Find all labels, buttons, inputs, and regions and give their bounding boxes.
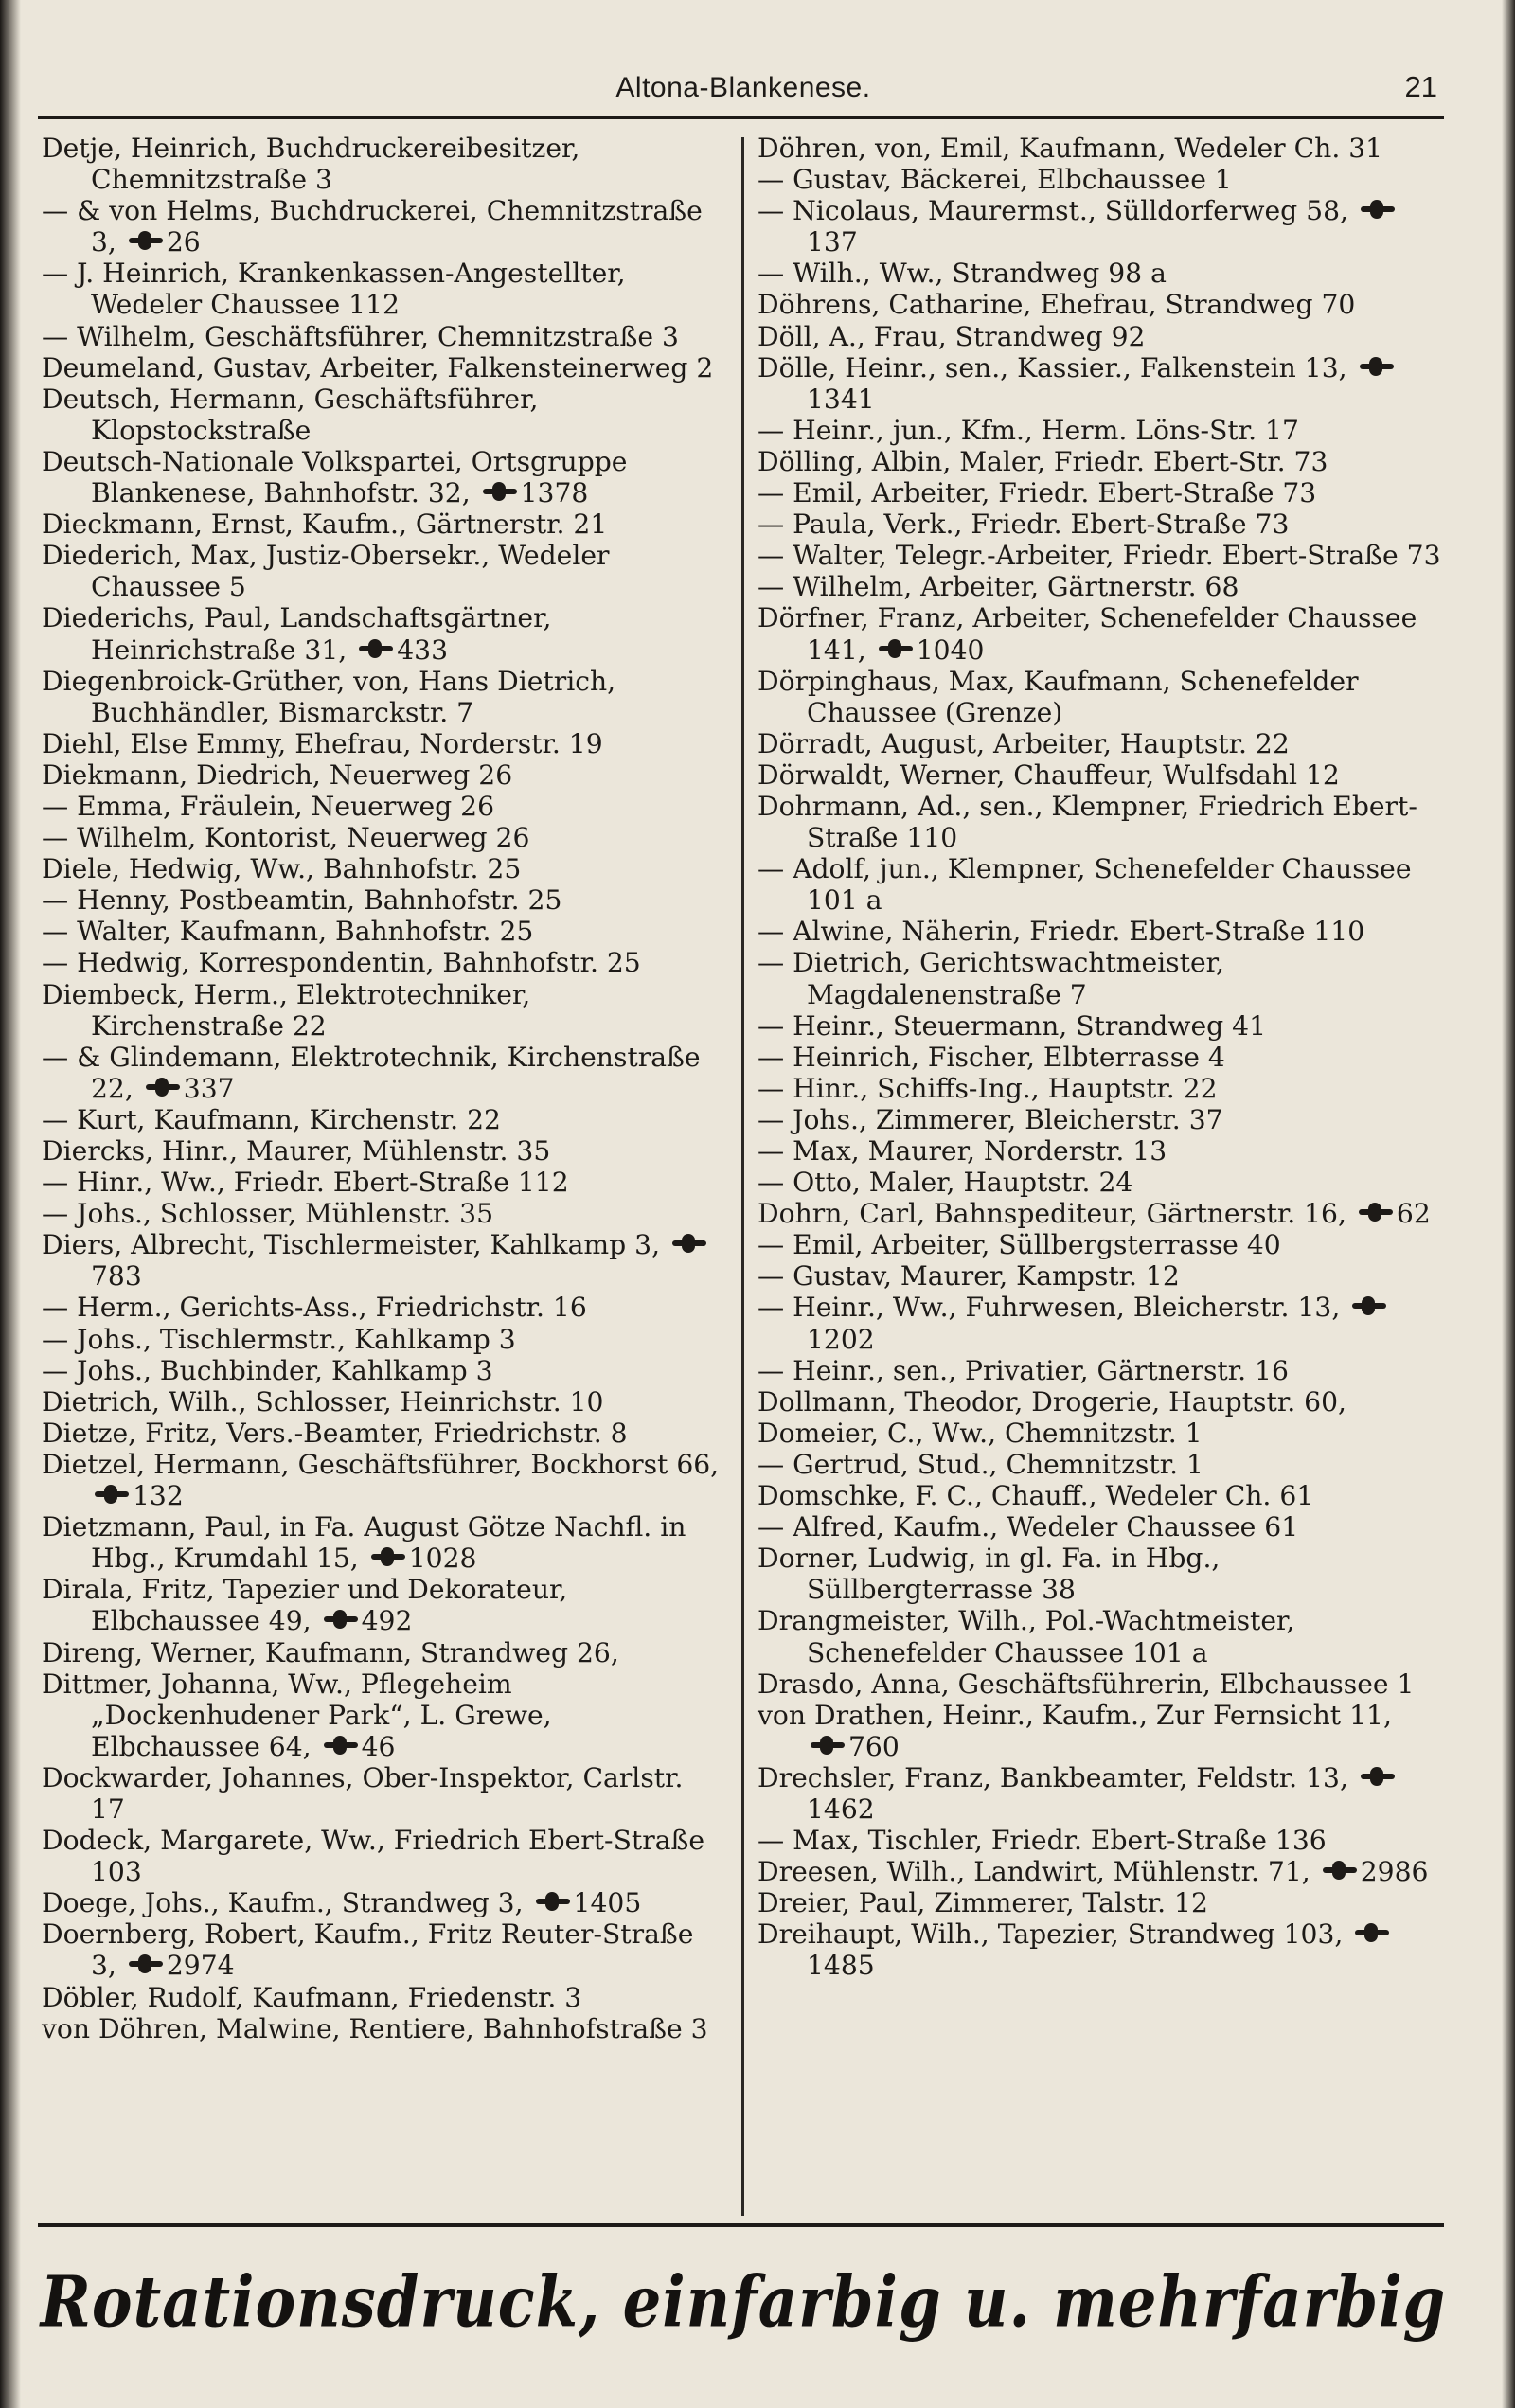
entry-text: — Wilh., Ww., Strandweg 98 a [758, 258, 1167, 290]
directory-entry [42, 884, 725, 916]
entry-text: Döhren, von, Emil, Kaufmann, Wedeler Ch. 31 [758, 133, 1383, 164]
entry-text: — & Glindemann, Elektrotechnik, Kirchenstraße 22, [42, 1041, 701, 1104]
directory-entry [42, 1042, 725, 1104]
directory-entry [42, 352, 725, 383]
entry-text: — Otto, Maler, Hauptstr. 24 [758, 1167, 1133, 1199]
entry-text: — Hedwig, Korrespondentin, Bahnhofstr. 25 [42, 947, 641, 979]
telephone-icon [146, 1081, 180, 1095]
telephone-icon [1361, 204, 1395, 217]
telephone-icon [1352, 1300, 1386, 1313]
entry-text: Detje, Heinrich, Buchdruckereibesitzer, Chemnitzstraße 3 [42, 133, 580, 196]
telephone-icon [536, 1896, 570, 1909]
telephone-icon [1359, 1206, 1393, 1220]
header-rule [38, 116, 1444, 119]
directory-entry [758, 1042, 1441, 1073]
directory-entry [758, 508, 1441, 540]
directory-entry [758, 1418, 1441, 1449]
entry-text: Dreihaupt, Wilh., Tapezier, Strandweg 103, [758, 1918, 1344, 1951]
directory-entry [758, 195, 1441, 258]
directory-entry [758, 1260, 1441, 1292]
entry-text: Döbler, Rudolf, Kaufmann, Friedenstr. 3 [42, 1981, 582, 2013]
entry-text: Diers, Albrecht, Tischlermeister, Kahlkamp 3, [42, 1229, 661, 1261]
entry-text: Diembeck, Herm., Elektrotechniker, Kirchenstraße 22 [42, 978, 531, 1042]
directory-entry [42, 321, 725, 352]
entry-text: Dodeck, Margarete, Ww., Friedrich Ebert-Straße 103 [42, 1825, 705, 1888]
entry-text: Drangmeister, Wilh., Pol.-Wachtmeister, Schenefelder Chaussee 101 a [758, 1605, 1295, 1668]
entry-text: Drechsler, Franz, Bankbeamter, Feldstr. 13, [758, 1761, 1348, 1793]
telephone-icon [1361, 1771, 1395, 1784]
entry-text: Dittmer, Johanna, Ww., Pflegeheim „Dockenhudener Park“, L. Grewe, Elbchaussee 64, [42, 1668, 552, 1762]
telephone-icon [324, 1614, 358, 1627]
directory-entry [42, 1668, 725, 1762]
directory-entry [758, 1918, 1441, 1981]
entry-text: — Heinr., sen., Privatier, Gärtnerstr. 16 [758, 1354, 1289, 1386]
phone-number: 132 [133, 1480, 184, 1512]
directory-entry [42, 666, 725, 728]
directory-entry [42, 916, 725, 947]
directory-entry [42, 1511, 725, 1574]
entry-text: — Heinr., jun., Kfm., Herm. Löns-Str. 17 [758, 414, 1299, 446]
entry-text: Doernberg, Robert, Kaufm., Fritz Reuter-Straße 3, [42, 1918, 694, 1982]
directory-entry [758, 446, 1441, 477]
entry-text: Dietrich, Wilh., Schlosser, Heinrichstr. 10 [42, 1385, 604, 1418]
entry-text: Diekmann, Diedrich, Neuerweg 26 [42, 758, 513, 791]
directory-entry [758, 1386, 1441, 1418]
directory-entry [758, 1700, 1441, 1762]
directory-entry [42, 1574, 725, 1636]
entry-text: — & von Helms, Buchdruckerei, Chemnitzstraße 3, [42, 195, 703, 259]
directory-entry [758, 1762, 1441, 1825]
phone-number: 492 [361, 1605, 413, 1637]
telephone-icon [1360, 361, 1394, 374]
entry-text: Domschke, F. C., Chauff., Wedeler Ch. 61 [758, 1480, 1314, 1512]
entry-text: Dietzmann, Paul, in Fa. August Götze Nachfl. in Hbg., Krumdahl 15, [42, 1511, 686, 1575]
directory-entry [758, 1292, 1441, 1354]
entry-text: — J. Heinrich, Krankenkassen-Angestellter, Wedeler Chaussee 112 [42, 258, 626, 321]
directory-entry [758, 571, 1441, 602]
entry-text: — Kurt, Kaufmann, Kirchenstr. 22 [42, 1103, 501, 1135]
entry-text: Dietzel, Hermann, Geschäftsführer, Bockhorst 66, [42, 1448, 720, 1480]
directory-entry [758, 1355, 1441, 1386]
entry-text: — Heinr., Ww., Fuhrwesen, Bleicherstr. 13, [758, 1292, 1341, 1324]
directory-entry [42, 446, 725, 508]
entry-text: Dorner, Ludwig, in gl. Fa. in Hbg., Süllbergterrasse 38 [758, 1543, 1221, 1606]
phone-number: 1028 [408, 1543, 477, 1575]
directory-entry [758, 1229, 1441, 1260]
directory-entry [42, 1386, 725, 1418]
entry-text: Diederich, Max, Justiz-Obersekr., Wedeler Chaussee 5 [42, 540, 610, 603]
directory-entry [42, 1135, 725, 1167]
directory-entry [42, 1887, 725, 1918]
entry-text: Dohrn, Carl, Bahnspediteur, Gärtnerstr. 16, [758, 1198, 1346, 1230]
phone-number: 137 [807, 226, 858, 259]
telephone-icon [129, 1958, 163, 1971]
entry-text: — Alwine, Näherin, Friedr. Ebert-Straße 110 [758, 916, 1365, 948]
directory-entry [758, 1010, 1441, 1042]
phone-number: 2986 [1360, 1856, 1429, 1888]
entry-text: Dörpinghaus, Max, Kaufmann, Schenefelder Chaussee (Grenze) [758, 665, 1359, 728]
entry-text: — Alfred, Kaufm., Wedeler Chaussee 61 [758, 1511, 1299, 1543]
entry-text: — Emma, Fräulein, Neuerweg 26 [42, 790, 495, 822]
entry-text: Dölle, Heinr., sen., Kassier., Falkenstein 13, [758, 351, 1347, 383]
phone-number: 1040 [916, 633, 985, 666]
directory-entry [42, 383, 725, 446]
telephone-icon [95, 1489, 129, 1502]
entry-text: Dollmann, Theodor, Drogerie, Hauptstr. 60, [758, 1385, 1346, 1418]
entry-text: Doege, Johs., Kaufm., Strandweg 3, [42, 1887, 524, 1919]
entry-text: Dörradt, August, Arbeiter, Hauptstr. 22 [758, 727, 1290, 759]
directory-entry [42, 508, 725, 540]
directory-entry [42, 1167, 725, 1198]
directory-entry [42, 947, 725, 978]
directory-entry [42, 728, 725, 759]
entry-text: — Walter, Telegr.-Arbeiter, Friedr. Ebert-Straße 73 [758, 540, 1441, 572]
entry-text: — Herm., Gerichts-Ass., Friedrichstr. 16 [42, 1292, 587, 1324]
directory-entry [758, 1668, 1441, 1700]
directory-entry [42, 1229, 725, 1292]
directory-entry [758, 853, 1441, 916]
telephone-icon [811, 1739, 845, 1753]
entry-text: — Paula, Verk., Friedr. Ebert-Straße 73 [758, 508, 1290, 541]
directory-entry [758, 321, 1441, 352]
entry-text: von Döhren, Malwine, Rentiere, Bahnhofstraße 3 [42, 2012, 708, 2044]
directory-entry [758, 791, 1441, 853]
directory-entry [42, 1762, 725, 1825]
entry-text: Deumeland, Gustav, Arbeiter, Falkensteinerweg 2 [42, 351, 714, 383]
phone-number: 433 [397, 633, 449, 666]
directory-entry [758, 1825, 1441, 1856]
entry-text: Domeier, C., Ww., Chemnitzstr. 1 [758, 1417, 1203, 1449]
entry-text: — Gustav, Bäckerei, Elbchaussee 1 [758, 164, 1232, 196]
directory-entry [758, 352, 1441, 415]
entry-text: — Johs., Schlosser, Mühlenstr. 35 [42, 1198, 494, 1230]
left-column [42, 133, 725, 2044]
phone-number: 1462 [807, 1793, 875, 1825]
directory-entry [42, 540, 725, 602]
directory-entry [758, 477, 1441, 508]
entry-text: — Max, Tischler, Friedr. Ebert-Straße 136 [758, 1825, 1327, 1857]
directory-entry [758, 258, 1441, 289]
directory-entry [758, 728, 1441, 759]
phone-number: 337 [183, 1072, 235, 1104]
entry-text: — Johs., Zimmerer, Bleicherstr. 37 [758, 1103, 1223, 1135]
directory-entry [42, 1324, 725, 1355]
telephone-icon [324, 1739, 358, 1753]
entry-text: — Henny, Postbeamtin, Bahnhofstr. 25 [42, 884, 562, 917]
directory-entry [42, 1449, 725, 1511]
entry-text: Dreier, Paul, Zimmerer, Talstr. 12 [758, 1887, 1208, 1919]
phone-number: 760 [848, 1730, 900, 1762]
phone-number: 1405 [573, 1887, 642, 1919]
directory-entry [42, 1637, 725, 1668]
entry-text: — Johs., Buchbinder, Kahlkamp 3 [42, 1354, 493, 1386]
telephone-icon [371, 1551, 405, 1564]
entry-text: — Dietrich, Gerichtswachtmeister, Magdalenenstraße 7 [758, 947, 1224, 1010]
entry-text: von Drathen, Heinr., Kaufm., Zur Fernsicht 11, [758, 1699, 1392, 1731]
advertisement-banner: Rotationsdruck, einfarbig u. mehrfarbig [40, 2260, 1447, 2344]
entry-text: — Walter, Kaufmann, Bahnhofstr. 25 [42, 916, 534, 948]
entry-text: Dörfner, Franz, Arbeiter, Schenefelder Chaussee 141, [758, 602, 1417, 666]
entry-text: — Gertrud, Stud., Chemnitzstr. 1 [758, 1448, 1203, 1480]
directory-entry [758, 1856, 1441, 1887]
phone-number: 1485 [807, 1950, 875, 1982]
directory-entry [42, 133, 725, 195]
directory-entry [758, 1543, 1441, 1605]
entry-text: Drasdo, Anna, Geschäftsführerin, Elbchaussee 1 [758, 1668, 1415, 1700]
entry-text: Dreesen, Wilh., Landwirt, Mühlenstr. 71, [758, 1856, 1310, 1888]
entry-text: — Emil, Arbeiter, Süllbergsterrasse 40 [758, 1229, 1281, 1261]
telephone-icon [879, 643, 913, 656]
entry-text: — Nicolaus, Maurermst., Sülldorferweg 58, [758, 195, 1349, 227]
directory-entry [758, 1480, 1441, 1511]
phone-number: 2974 [166, 1950, 235, 1982]
telephone-icon [1323, 1864, 1357, 1878]
directory-entry [758, 164, 1441, 195]
entry-text: — Wilhelm, Geschäftsführer, Chemnitzstraße 3 [42, 320, 679, 352]
entry-text: Dölling, Albin, Maler, Friedr. Ebert-Str. 73 [758, 445, 1328, 477]
entry-text: — Adolf, jun., Klempner, Schenefelder Chaussee 101 a [758, 853, 1412, 917]
directory-entry [758, 1511, 1441, 1543]
directory-entry [42, 1198, 725, 1229]
directory-entry [758, 1167, 1441, 1198]
entry-text: — Hinr., Schiffs-Ing., Hauptstr. 22 [758, 1072, 1218, 1104]
entry-text: Dieckmann, Ernst, Kaufm., Gärtnerstr. 21 [42, 508, 608, 541]
entry-text: Dietze, Fritz, Vers.-Beamter, Friedrichstr. 8 [42, 1417, 628, 1449]
phone-number: 1202 [807, 1323, 875, 1355]
directory-entry [758, 666, 1441, 728]
directory-entry [42, 602, 725, 665]
entry-text: — Wilhelm, Kontorist, Neuerweg 26 [42, 822, 530, 854]
telephone-icon [1355, 1927, 1389, 1940]
entry-text: — Gustav, Maurer, Kampstr. 12 [758, 1260, 1180, 1293]
directory-entry [42, 1982, 725, 2013]
entry-text: — Emil, Arbeiter, Friedr. Ebert-Straße 73 [758, 477, 1317, 509]
phone-number: 1341 [807, 383, 875, 415]
entry-text: Direng, Werner, Kaufmann, Strandweg 26, [42, 1636, 619, 1668]
directory-entry [758, 759, 1441, 791]
directory-entry [42, 979, 725, 1042]
directory-entry [42, 1918, 725, 1981]
phone-number: 62 [1396, 1198, 1431, 1230]
directory-entry [42, 195, 725, 258]
entry-text: Dockwarder, Johannes, Ober-Inspektor, Carlstr. 17 [42, 1761, 684, 1825]
entry-text: Dörwaldt, Werner, Chauffeur, Wulfsdahl 12 [758, 758, 1340, 791]
entry-text: — Heinrich, Fischer, Elbterrasse 4 [758, 1041, 1225, 1073]
entry-text: Döhrens, Catharine, Ehefrau, Strandweg 70 [758, 289, 1356, 321]
directory-entry [42, 791, 725, 822]
directory-entry [42, 2013, 725, 2044]
directory-entry [42, 853, 725, 884]
entry-text: Dohrmann, Ad., sen., Klempner, Friedrich Ebert-Straße 110 [758, 790, 1417, 854]
telephone-icon [129, 235, 163, 248]
entry-text: Diehl, Else Emmy, Ehefrau, Norderstr. 19 [42, 727, 603, 759]
directory-entry [42, 822, 725, 853]
directory-entry [758, 1449, 1441, 1480]
telephone-icon [359, 643, 393, 656]
phone-number: 783 [91, 1260, 142, 1293]
page-header [49, 66, 1437, 114]
telephone-icon [483, 486, 517, 499]
entry-text: Diederichs, Paul, Landschaftsgärtner, Heinrichstraße 31, [42, 602, 552, 666]
directory-entry [758, 1198, 1441, 1229]
entry-text: Diercks, Hinr., Maurer, Mühlenstr. 35 [42, 1135, 551, 1167]
directory-entry [758, 1073, 1441, 1104]
directory-entry [42, 1825, 725, 1887]
directory-entry [758, 415, 1441, 446]
directory-entry [758, 289, 1441, 320]
entry-text: Diegenbroick-Grüther, von, Hans Dietrich, Buchhändler, Bismarckstr. 7 [42, 665, 616, 728]
entry-text: — Wilhelm, Arbeiter, Gärtnerstr. 68 [758, 571, 1239, 603]
entry-text: Deutsch-Nationale Volkspartei, Ortsgruppe Blankenese, Bahnhofstr. 32, [42, 445, 628, 509]
directory-entry [758, 916, 1441, 947]
directory-entry [758, 133, 1441, 164]
entry-text: Döll, A., Frau, Strandweg 92 [758, 320, 1146, 352]
entry-text: — Johs., Tischlermstr., Kahlkamp 3 [42, 1323, 516, 1355]
directory-entry [758, 602, 1441, 665]
phone-number: 1378 [520, 477, 589, 509]
directory-entry [42, 1104, 725, 1135]
entry-text: — Hinr., Ww., Friedr. Ebert-Straße 112 [42, 1167, 569, 1199]
column-divider [741, 137, 744, 2216]
directory-entry [758, 1104, 1441, 1135]
right-column [758, 133, 1441, 1982]
directory-entry [42, 759, 725, 791]
entry-text: — Max, Maurer, Norderstr. 13 [758, 1135, 1167, 1167]
entry-text: Deutsch, Hermann, Geschäftsführer, Klopstockstraße [42, 383, 539, 446]
telephone-icon [672, 1238, 706, 1251]
directory-entry [42, 258, 725, 320]
directory-entry [758, 1135, 1441, 1167]
entry-text: Diele, Hedwig, Ww., Bahnhofstr. 25 [42, 853, 522, 885]
phone-number: 46 [361, 1730, 396, 1762]
directory-entry [758, 1605, 1441, 1668]
entry-text: Dirala, Fritz, Tapezier und Dekorateur, Elbchaussee 49, [42, 1574, 568, 1637]
phone-number: 26 [166, 226, 201, 259]
page-number: 21 [1404, 70, 1437, 103]
directory-entry [758, 540, 1441, 571]
directory-entry [758, 947, 1441, 1009]
directory-entry [42, 1292, 725, 1323]
entry-text: — Heinr., Steuermann, Strandweg 41 [758, 1009, 1267, 1042]
running-title: Altona-Blankenese. [615, 72, 871, 103]
directory-entry [42, 1418, 725, 1449]
directory-entry [42, 1355, 725, 1386]
directory-entry [758, 1887, 1441, 1918]
